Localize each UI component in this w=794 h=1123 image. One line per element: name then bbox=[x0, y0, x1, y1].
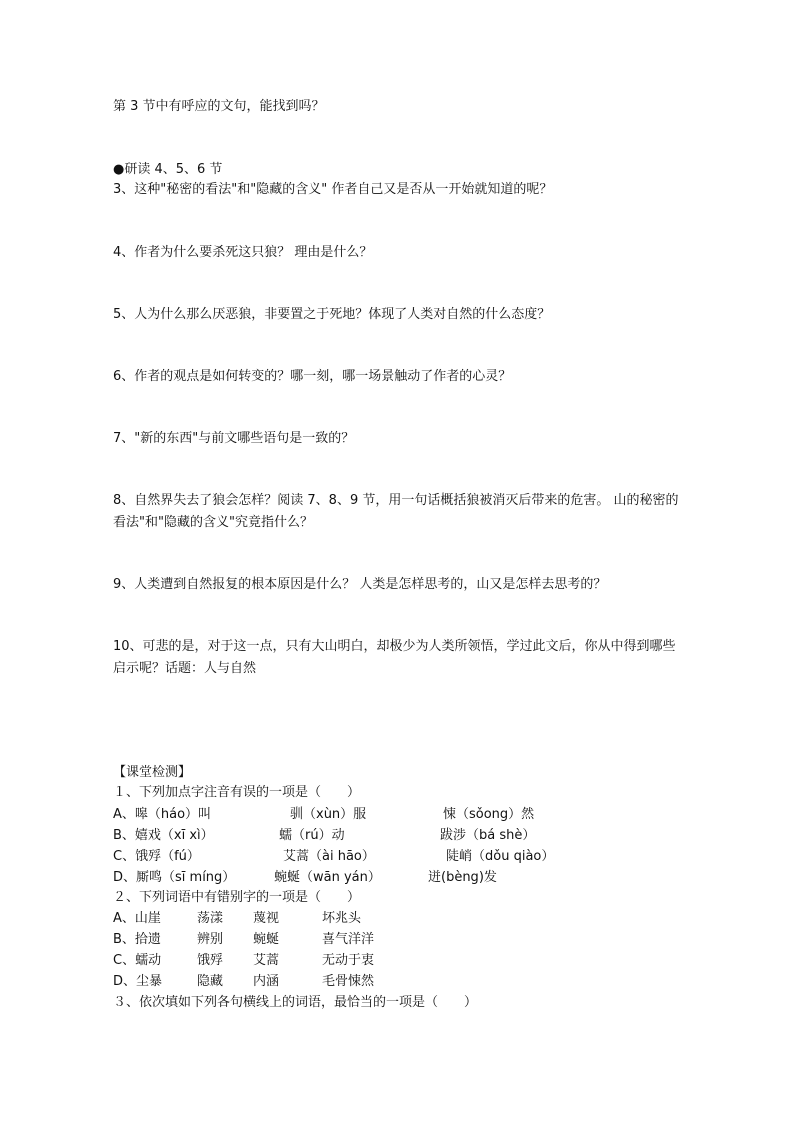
item1-option-a-3: 悚（sǒong）然 bbox=[443, 807, 535, 822]
item2-stem: ２、下列词语中有错别字的一项是（ ） bbox=[113, 890, 361, 905]
item2-option-b-1: B、拾遗 bbox=[113, 932, 161, 947]
question-section3: 第 3 节中有呼应的文句，能找到吗？ bbox=[113, 99, 325, 114]
item2-option-b-4: 喜气洋洋 bbox=[322, 932, 375, 947]
item2-option-c-4: 无动于衷 bbox=[322, 953, 375, 968]
question-3: 3、这种"秘密的看法"和"隐藏的含义" 作者自己又是否从一开始就知道的呢？ bbox=[113, 182, 553, 197]
item2-option-c-3: 艾蒿 bbox=[253, 953, 280, 968]
item2-option-b-2: 辨别 bbox=[197, 932, 224, 947]
item1-option-c-3: 陡峭（dǒu qiào） bbox=[446, 849, 555, 864]
question-4: 4、作者为什么要杀死这只狼？ 理由是什么？ bbox=[113, 245, 373, 260]
item2-option-a-1: A、山崖 bbox=[113, 911, 161, 926]
item1-option-b-1: B、嬉戏（xī xì） bbox=[113, 828, 214, 843]
item2-option-a-3: 蔑视 bbox=[253, 911, 280, 926]
item1-option-d-1: D、厮鸣（sī míng） bbox=[113, 870, 236, 885]
question-5: 5、人为什么那么厌恶狼，非要置之于死地？体现了人类对自然的什么态度？ bbox=[113, 307, 551, 322]
item2-option-c-1: C、蠕动 bbox=[113, 953, 162, 968]
item1-option-a-2: 驯（xùn）服 bbox=[290, 807, 367, 822]
question-10: 10、可悲的是，对于这一点，只有大山明白，却极少为人类所领悟，学过此文后，你从中得到哪些启示呢？话题：人与自然 bbox=[113, 639, 676, 676]
item1-option-c-1: C、饿殍（fú） bbox=[113, 849, 200, 864]
item2-option-a-4: 坏兆头 bbox=[322, 911, 362, 926]
item3-stem: ３、依次填如下列各句横线上的词语，最恰当的一项是（ ） bbox=[113, 995, 478, 1010]
item1-option-a-1: A、嗥（háo）叫 bbox=[113, 807, 212, 822]
item2-option-d-2: 隐藏 bbox=[197, 974, 224, 989]
item1-option-d-3: 迸(bèng)发 bbox=[428, 870, 497, 885]
question-6: 6、作者的观点是如何转变的？哪一刻，哪一场景触动了作者的心灵？ bbox=[113, 369, 512, 384]
item2-option-a-2: 荡漾 bbox=[197, 911, 224, 926]
item2-option-d-3: 内涵 bbox=[253, 974, 280, 989]
item2-option-c-2: 饿殍 bbox=[197, 953, 224, 968]
question-8: 8、自然界失去了狼会怎样？阅读 7、8、9 节，用一句话概括狼被消灭后带来的危害。 山的秘密的看法"和"隐藏的含义"究竟指什么？ bbox=[113, 493, 679, 530]
test-heading: 【课堂检测】 bbox=[113, 765, 192, 780]
item1-option-d-2: 蜿蜒（wān yán） bbox=[274, 870, 381, 885]
item1-option-b-3: 跋涉（bá shè） bbox=[440, 828, 536, 843]
item2-option-d-4: 毛骨悚然 bbox=[322, 974, 375, 989]
item2-option-b-3: 蜿蜒 bbox=[253, 932, 280, 947]
question-9: 9、人类遭到自然报复的根本原因是什么？ 人类是怎样思考的，山又是怎样去思考的？ bbox=[113, 577, 607, 592]
item1-stem: １、下列加点字注音有误的一项是（ ） bbox=[113, 785, 361, 800]
question-7: 7、"新的东西"与前文哪些语句是一致的？ bbox=[113, 431, 355, 446]
study-heading: ●研读 4、5、6 节 bbox=[113, 162, 223, 177]
item2-option-d-1: D、尘暴 bbox=[113, 974, 163, 989]
item1-option-b-2: 蠕（rú）动 bbox=[279, 828, 345, 843]
item1-option-c-2: 艾蒿（ài hāo） bbox=[283, 849, 375, 864]
